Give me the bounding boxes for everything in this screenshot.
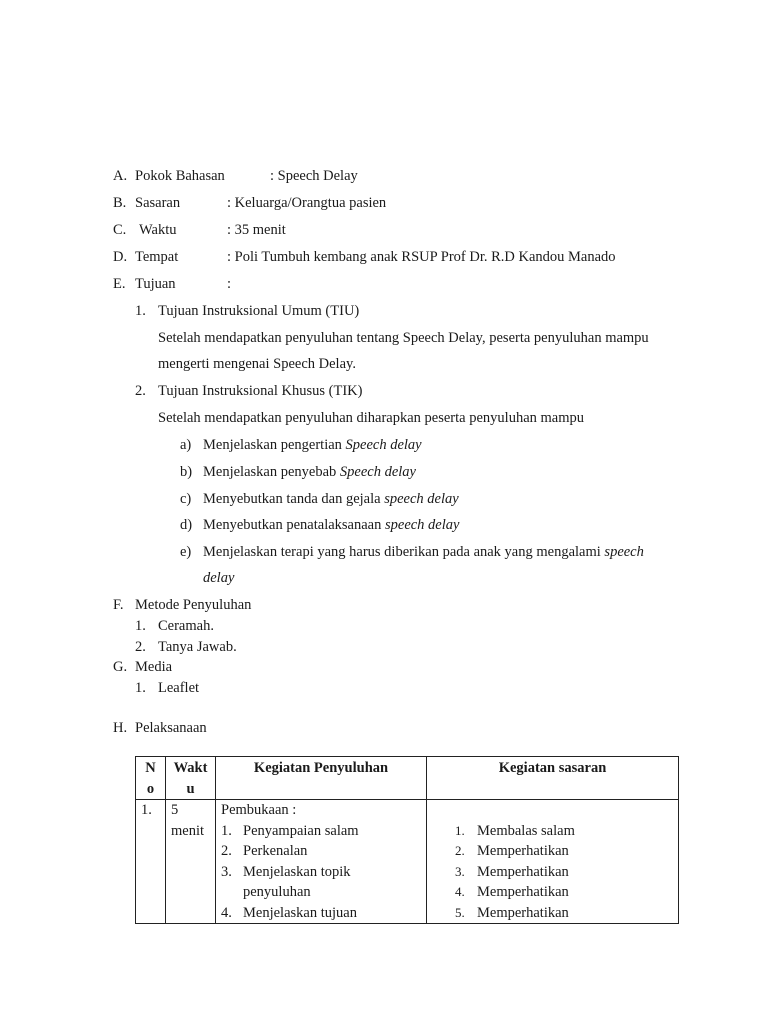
section-letter: B.: [113, 195, 127, 211]
item-text: Menyebutkan penatalaksanaan: [203, 517, 385, 533]
item-text: Menyebutkan tanda dan gejala: [203, 491, 385, 507]
section-value: : Speech Delay: [270, 168, 358, 184]
section-value: : 35 menit: [227, 222, 286, 238]
list-item: 3. Memperhatikan: [455, 863, 569, 880]
tik-title: Tujuan Instruksional Khusus (TIK): [158, 383, 363, 399]
item-letter: b): [180, 464, 193, 480]
item-text: Menjelaskan terapi yang harus diberikan pada anak yang mengalami: [203, 544, 605, 560]
section-label: Pelaksanaan: [135, 720, 207, 736]
header-waktu: Wakt u: [166, 757, 216, 800]
section-letter: E.: [113, 276, 126, 292]
tik-text: Setelah mendapatkan penyuluhan diharapkan peserta penyuluhan mampu: [158, 410, 584, 426]
section-letter: D.: [113, 249, 128, 265]
item-letter: d): [180, 517, 193, 533]
list-item: 2. Memperhatikan: [455, 843, 569, 859]
kegiatan-title: Pembukaan :: [221, 802, 297, 818]
section-label: Sasaran: [135, 195, 181, 211]
header-kegiatan-penyuluhan: Kegiatan Penyuluhan: [216, 757, 427, 800]
list-number: 1.: [135, 618, 146, 634]
section-letter: F.: [113, 597, 124, 613]
item-emphasis: speech: [604, 544, 644, 560]
list-number: 2.: [135, 639, 146, 655]
section-label: Tempat: [135, 249, 179, 265]
section-letter: G.: [113, 659, 128, 675]
list-item: 1. Penyampaian salam: [221, 822, 359, 839]
item-emphasis: speech delay: [384, 517, 460, 533]
table-header-row: [136, 757, 679, 800]
list-text: Tanya Jawab.: [158, 639, 237, 655]
cell-sasaran: [427, 800, 679, 924]
section-value: :: [227, 276, 232, 292]
list-number: 2.: [135, 383, 146, 399]
list-item: 4. Memperhatikan: [455, 884, 569, 900]
header-kegiatan-sasaran: Kegiatan sasaran: [427, 757, 679, 800]
pelaksanaan-table: [135, 756, 679, 924]
item-emphasis: speech delay: [384, 491, 459, 507]
list-item: 5. Memperhatikan: [455, 904, 569, 921]
cell-kegiatan: [216, 800, 427, 924]
item-letter: c): [180, 491, 192, 507]
list-item: 1. Membalas salam: [455, 822, 575, 839]
cell-no: 1.: [136, 800, 166, 924]
item-letter: e): [180, 544, 192, 560]
item-text: Menjelaskan penyebab: [203, 464, 340, 480]
table-row: [136, 800, 679, 924]
list-item: 4. Menjelaskan tujuan: [221, 904, 357, 921]
cell-waktu: 5 menit: [166, 800, 216, 924]
section-label: Media: [135, 659, 173, 675]
item-text: Menjelaskan pengertian: [203, 437, 346, 453]
tiu-text-line-1: Setelah mendapatkan penyuluhan tentang Speech Delay, peserta penyuluhan mampu: [158, 330, 649, 346]
section-letter: C.: [113, 222, 127, 238]
section-label: Tujuan: [135, 276, 176, 292]
item-emphasis: Speech delay: [339, 464, 416, 480]
list-item: 3. Menjelaskan topik penyuluhan: [221, 863, 351, 900]
list-text: Ceramah.: [158, 618, 214, 634]
item-emphasis-continued: delay: [203, 570, 235, 586]
item-emphasis: Speech delay: [345, 437, 422, 453]
section-label: Pokok Bahasan: [135, 168, 225, 184]
header-no: N o: [136, 757, 166, 800]
list-number: 1.: [135, 680, 146, 696]
section-value: : Keluarga/Orangtua pasien: [227, 195, 387, 211]
section-label: Metode Penyuluhan: [135, 597, 252, 613]
list-text: Leaflet: [158, 680, 200, 696]
section-value: : Poli Tumbuh kembang anak RSUP Prof Dr. R.D Kandou Manado: [227, 249, 616, 265]
item-letter: a): [180, 437, 192, 453]
list-number: 1.: [135, 303, 146, 319]
section-label: Waktu: [139, 222, 177, 238]
section-letter: H.: [113, 720, 128, 736]
section-letter: A.: [113, 168, 128, 184]
tiu-title: Tujuan Instruksional Umum (TIU): [158, 303, 360, 319]
tiu-text-line-2: mengerti mengenai Speech Delay.: [158, 356, 356, 372]
list-item: 2. Perkenalan: [221, 843, 308, 859]
